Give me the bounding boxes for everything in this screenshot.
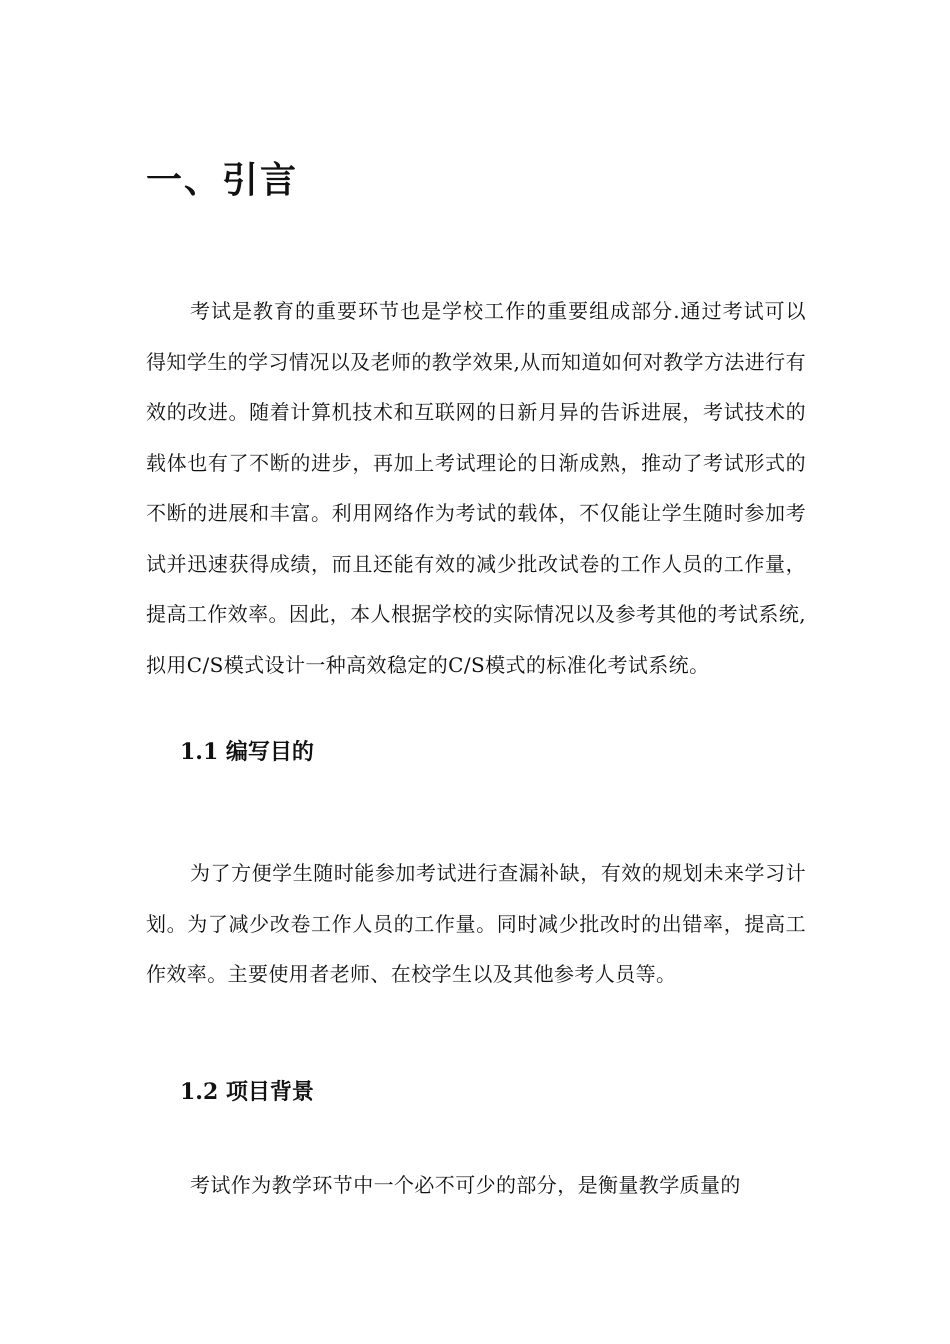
chapter-heading: 一、引言: [146, 159, 299, 201]
purpose-paragraph: 为了方便学生随时能参加考试进行查漏补缺，有效的规划未来学习计划。为了减少改卷工作人员的工作量。同时减少批改时的出错率，提高工作效率。主要使用者老师、在校学生以及其他参考人员等。: [146, 861, 806, 986]
background-paragraph: 考试作为教学环节中一个必不可少的部分，是衡量教学质量的: [190, 1173, 741, 1197]
section-heading-purpose: 1.1 编写目的: [180, 739, 314, 765]
section-heading-background: 1.2 项目背景: [180, 1079, 314, 1105]
intro-paragraph: 考试是教育的重要环节也是学校工作的重要组成部分.通过考试可以得知学生的学习情况以及老师的教学效果,从而知道如何对教学方法进行有效的改进。随着计算机技术和互联网的日新月异的告诉进展，考试技术的载体也有了不断的进步，再加上考试理论的日渐成熟，推动了考试形式的不断的进展和丰富。利用网络作为考试的载体，不仅能让学生随时参加考试并迅速获得成绩，而且还能有效的减少批改试卷的工作人员的工作量，提高工作效率。因此，本人根据学校的实际情况以及参考其他的考试系统,拟用C/S模式设计一种高效稳定的C/S模式的标准化考试系统。: [146, 299, 806, 677]
